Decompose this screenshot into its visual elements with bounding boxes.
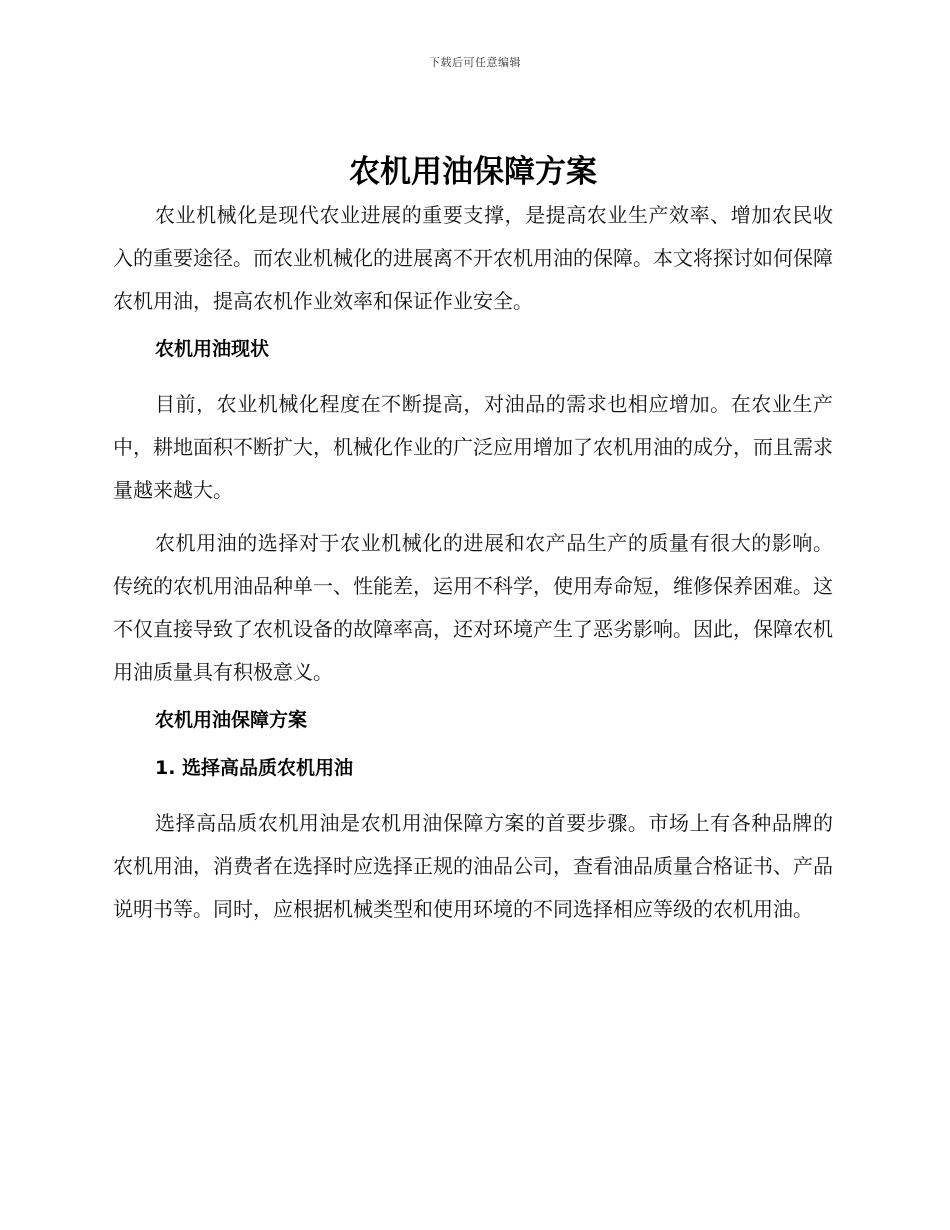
document-title: 农机用油保障方案 [349, 154, 597, 190]
subsection-heading-1: 1. 选择高品质农机用油 [155, 757, 354, 779]
section-heading-status: 农机用油现状 [155, 338, 270, 360]
header-note: 下载后可任意编辑 [429, 56, 521, 69]
status-paragraph-2: 农机用油的选择对于农业机械化的进展和农产品生产的质量有很大的影响。传统的农机用油品种单一、性能差，运用不科学，使用寿命短，维修保养困难。这不仅直接导致了农机设备的故障率高，还对环境产生了恶劣影响。因此，保障农机用油质量具有积极意义。 [113, 531, 833, 684]
subsection-1-paragraph: 选择高品质农机用油是农机用油保障方案的首要步骤。市场上有各种品牌的农机用油，消费者在选择时应选择正规的油品公司，查看油品质量合格证书、产品说明书等。同时，应根据机械类型和使用环境的不同选择相应等级的农机用油。 [113, 811, 833, 921]
document-body [113, 150, 833, 941]
section-heading-plan: 农机用油保障方案 [155, 709, 308, 731]
status-paragraph-1: 目前，农业机械化程度在不断提高，对油品的需求也相应增加。在农业生产中，耕地面积不断扩大，机械化作业的广泛应用增加了农机用油的成分，而且需求量越来越大。 [113, 392, 833, 502]
intro-paragraph: 农业机械化是现代农业进展的重要支撑，是提高农业生产效率、增加农民收入的重要途径。而农业机械化的进展离不开农机用油的保障。本文将探讨如何保障农机用油，提高农机作业效率和保证作业安全。 [113, 203, 833, 313]
